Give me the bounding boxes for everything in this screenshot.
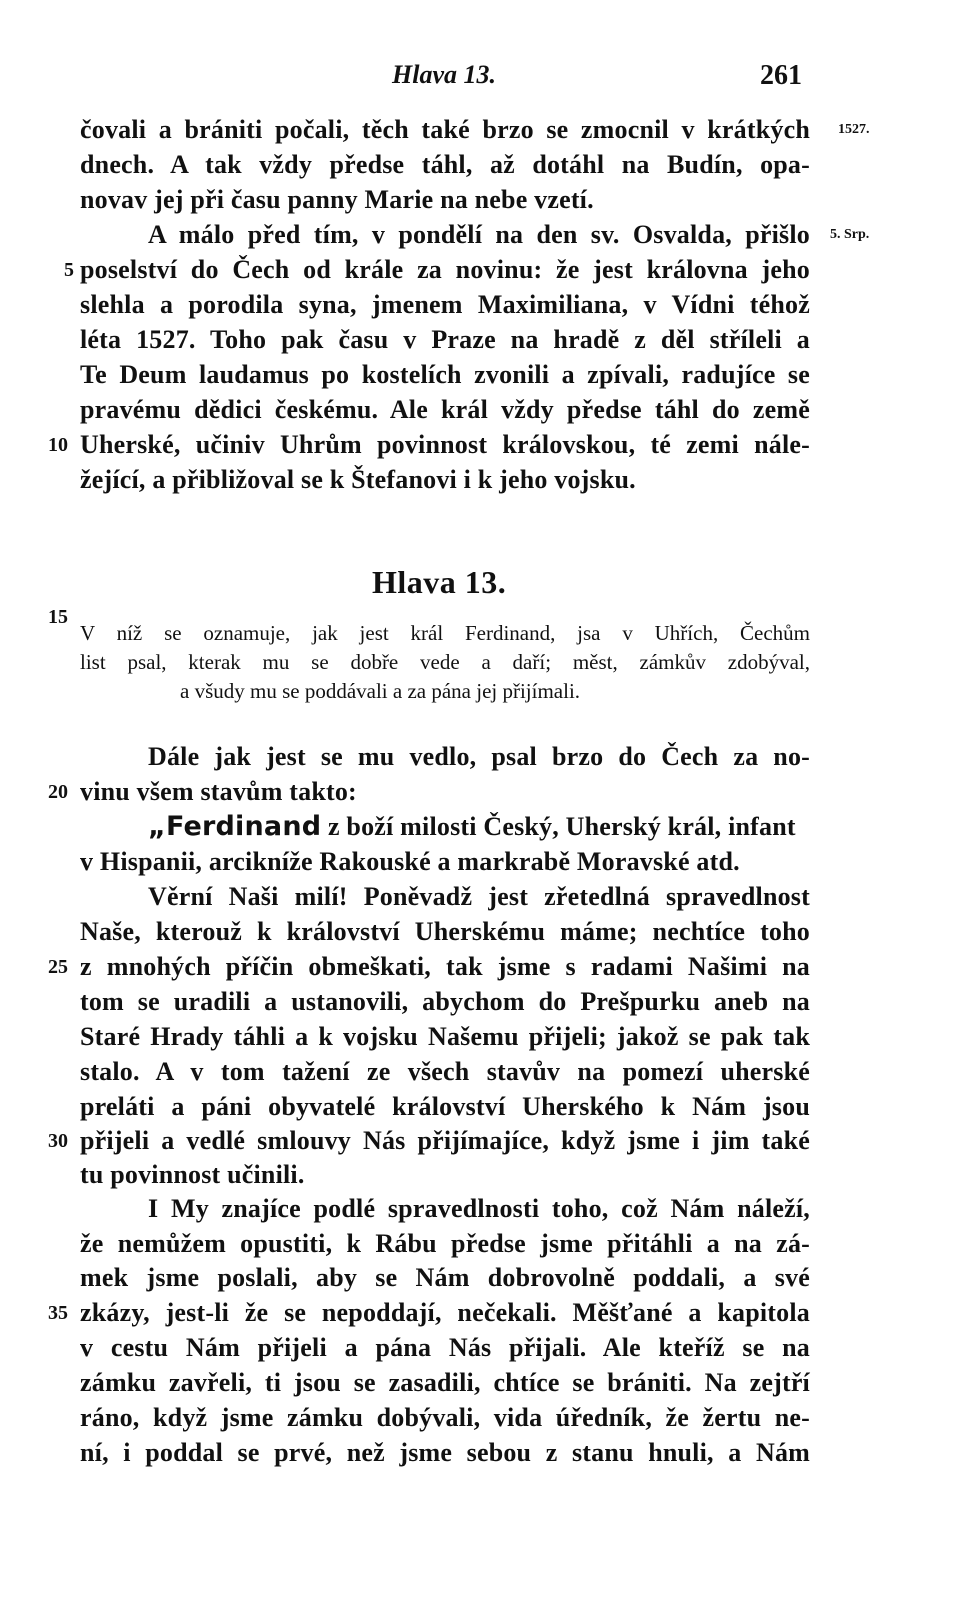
running-header-title: Hlava 13. — [392, 60, 496, 89]
text-line: v Hispanii, arcikníže Rakouské a markrabě Moravské atd. — [80, 847, 740, 876]
text-line: zámku zavřeli, ti jsou se zasadili, chtíce se brániti. Na zejtří — [80, 1368, 810, 1397]
text-line: Staré Hrady táhli a k vojsku Našemu přijeli; jakož se pak tak — [80, 1022, 810, 1051]
text-line: Věrní Naši milí! Poněvadž jest zřetedlná spravedlnost — [148, 882, 810, 911]
text-line: že nemůžem opustiti, k Rábu předse jsme přitáhli a na zá- — [80, 1229, 810, 1258]
letter-opening-rest: z boží milosti Český, Uherský král, infant — [321, 812, 796, 841]
text-line: Uherské, učiniv Uhrům povinnost královskou, té zemi nále- — [80, 430, 810, 459]
text-line: A málo před tím, v pondělí na den sv. Osvalda, přišlo — [148, 220, 810, 249]
text-line: zkázy, jest-li že se nepoddají, nečekali. Měšťané a kapitola — [80, 1298, 810, 1327]
chapter-heading: Hlava 13. — [372, 564, 507, 600]
margin-note-year: 1527. — [838, 122, 870, 137]
text-line: Dále jak jest se mu vedlo, psal brzo do Čech za no- — [148, 742, 810, 771]
text-line: Te Deum laudamus po kostelích zvonili a zpívali, radujíce se — [80, 360, 810, 389]
margin-note-date: 5. Srp. — [830, 227, 870, 242]
line-number: 20 — [48, 781, 68, 803]
letter-sender-name: „Ferdinand — [148, 811, 322, 842]
text-line: ráno, když jsme zámku dobývali, vida úředník, že žertu ne- — [80, 1403, 810, 1432]
text-line: Naše, kterouž k království Uherskému máme; nechtíce toho — [80, 917, 810, 946]
letter-opening-line — [148, 810, 810, 844]
text-line: stalo. A v tom tažení ze všech stavův na pomezí uherské — [80, 1057, 810, 1086]
text-line: mek jsme poslali, aby se Nám dobrovolně poddali, a své — [80, 1263, 810, 1292]
text-line: dnech. A tak vždy předse táhl, až dotáhl na Budín, opa- — [80, 150, 810, 179]
text-line: vinu všem stavům takto: — [80, 777, 357, 806]
text-line: čovali a brániti počali, těch také brzo se zmocnil v krátkých — [80, 115, 810, 144]
text-line: poselství do Čech od krále za novinu: že jest královna jeho — [80, 255, 810, 284]
text-line: novav jej při času panny Marie na nebe vzetí. — [80, 185, 594, 214]
chapter-summary-line: list psal, kterak mu se dobře vede a daří; měst, zámkův zdobýval, — [80, 650, 810, 674]
line-number: 30 — [48, 1130, 68, 1152]
text-line: preláti a páni obyvatelé království Uherského k Nám jsou — [80, 1092, 810, 1121]
line-number: 5 — [64, 259, 74, 281]
text-line: tu povinnost učinili. — [80, 1160, 305, 1189]
line-number: 35 — [48, 1302, 68, 1324]
text-line: tom se uradili a ustanovili, abychom do Prešpurku aneb na — [80, 987, 810, 1016]
chapter-summary-line: a všudy mu se poddávali a za pána jej přijímali. — [180, 679, 581, 703]
line-number: 15 — [48, 606, 68, 628]
text-line: léta 1527. Toho pak času v Praze na hradě z děl stříleli a — [80, 325, 810, 354]
text-line: slehla a porodila syna, jmenem Maximiliana, v Vídni téhož — [80, 290, 810, 319]
text-line: ní, i poddal se prvé, než jsme sebou z stanu hnuli, a Nám — [80, 1438, 810, 1467]
text-line: přijeli a vedlé smlouvy Nás přijímajíce, když jsme i jim také — [80, 1126, 810, 1155]
page-number: 261 — [760, 60, 802, 91]
line-number: 10 — [48, 434, 68, 456]
text-line: pravému dědici českému. Ale král vždy předse táhl do země — [80, 395, 810, 424]
text-line: žející, a přibližoval se k Štefanovi i k jeho vojsku. — [80, 465, 636, 494]
text-line: v cestu Nám přijeli a pána Nás přijali. Ale kteříž se na — [80, 1333, 810, 1362]
text-line: z mnohých příčin obmeškati, tak jsme s radami Našimi na — [80, 952, 810, 981]
text-line: I My znajíce podlé spravedlnosti toho, což Nám náleží, — [148, 1194, 810, 1223]
chapter-summary-line: V níž se oznamuje, jak jest král Ferdinand, jsa v Uhřích, Čechům — [80, 621, 810, 645]
line-number: 25 — [48, 956, 68, 978]
